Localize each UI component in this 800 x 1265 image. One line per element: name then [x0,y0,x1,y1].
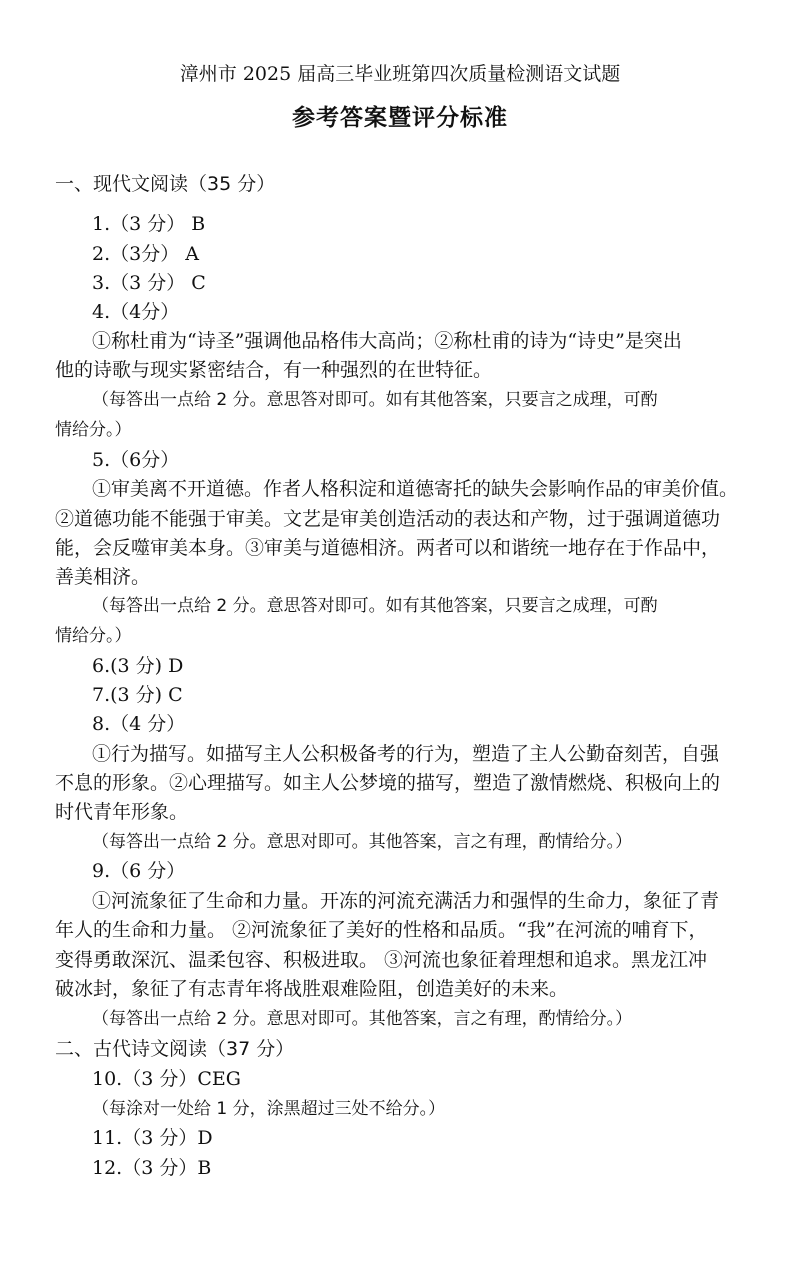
answer-q2: 2.（3分） A [92,243,199,265]
q5-scoring-note-1: （每答出一点给 2 分。意思答对即可。如有其他答案，只要言之成理，可酌 [92,596,658,616]
answer-q11: 11.（3 分）D [92,1127,213,1149]
q9-answer-line-4: 破冰封，象征了有志青年将战胜艰难险阻，创造美好的未来。 [55,978,569,1000]
answer-q12: 12.（3 分）B [92,1157,212,1179]
answer-q5: 5.（6分） [92,449,180,471]
q5-answer-line-2: ②道德功能不能强于审美。文艺是审美创造活动的表达和产物，过于强调道德功 [55,508,721,530]
answer-q9: 9.（6 分） [92,860,186,882]
q9-answer-line-1: ①河流象征了生命和力量。开冻的河流充满活力和强悍的生命力，象征了青 [92,890,720,912]
q5-scoring-note-2: 情给分。） [55,626,132,646]
q4-answer-line-2: 他的诗歌与现实紧密结合，有一种强烈的在世特征。 [55,359,493,381]
section-heading-modern-reading: 一、现代文阅读（35 分） [55,173,276,195]
q9-answer-line-3: 变得勇敢深沉、温柔包容、积极进取。 ③河流也象征着理想和追求。黑龙江冲 [55,949,708,971]
q8-scoring-note: （每答出一点给 2 分。意思对即可。其他答案，言之有理，酌情给分。） [92,832,633,852]
answer-q7: 7.(3 分) C [92,684,183,706]
q8-answer-line-3: 时代青年形象。 [55,801,189,823]
answer-q1: 1.（3 分） B [92,213,206,235]
document-title: 漳州市 2025 届高三毕业班第四次质量检测语文试题 [179,63,621,85]
answer-q10: 10.（3 分）CEG [92,1068,241,1090]
answer-q8: 8.（4 分） [92,713,186,735]
q5-answer-line-3: 能，会反噬审美本身。③审美与道德相济。两者可以和谐统一地存在于作品中， [55,537,721,559]
answer-q4: 4.（4分） [92,301,180,323]
q5-answer-line-4: 善美相济。 [55,566,151,588]
q8-answer-line-1: ①行为描写。如描写主人公积极备考的行为，塑造了主人公勤奋刻苦，自强 [92,743,720,765]
section-heading-classical-reading: 二、古代诗文阅读（37 分） [55,1038,295,1060]
q9-scoring-note: （每答出一点给 2 分。意思对即可。其他答案，言之有理，酌情给分。） [92,1009,633,1029]
q4-scoring-note-2: 情给分。） [55,420,132,440]
document-subtitle: 参考答案暨评分标准 [292,104,508,131]
answer-q6: 6.(3 分) D [92,655,184,677]
answer-q3: 3.（3 分） C [92,272,206,294]
q4-scoring-note-1: （每答出一点给 2 分。意思答对即可。如有其他答案，只要言之成理，可酌 [92,390,658,410]
q10-scoring-note: （每涂对一处给 1 分，涂黑超过三处不给分。） [92,1099,446,1119]
q8-answer-line-2: 不息的形象。②心理描写。如主人公梦境的描写，塑造了激情燃烧、积极向上的 [55,772,721,794]
q4-answer-line-1: ①称杜甫为“诗圣”强调他品格伟大高尚；②称杜甫的诗为“诗史”是突出 [92,330,682,352]
q5-answer-line-1: ①审美离不开道德。作者人格积淀和道德寄托的缺失会影响作品的审美价值。 [92,478,739,500]
q9-answer-line-2: 年人的生命和力量。 ②河流象征了美好的性格和品质。“我”在河流的哺育下， [55,919,708,941]
